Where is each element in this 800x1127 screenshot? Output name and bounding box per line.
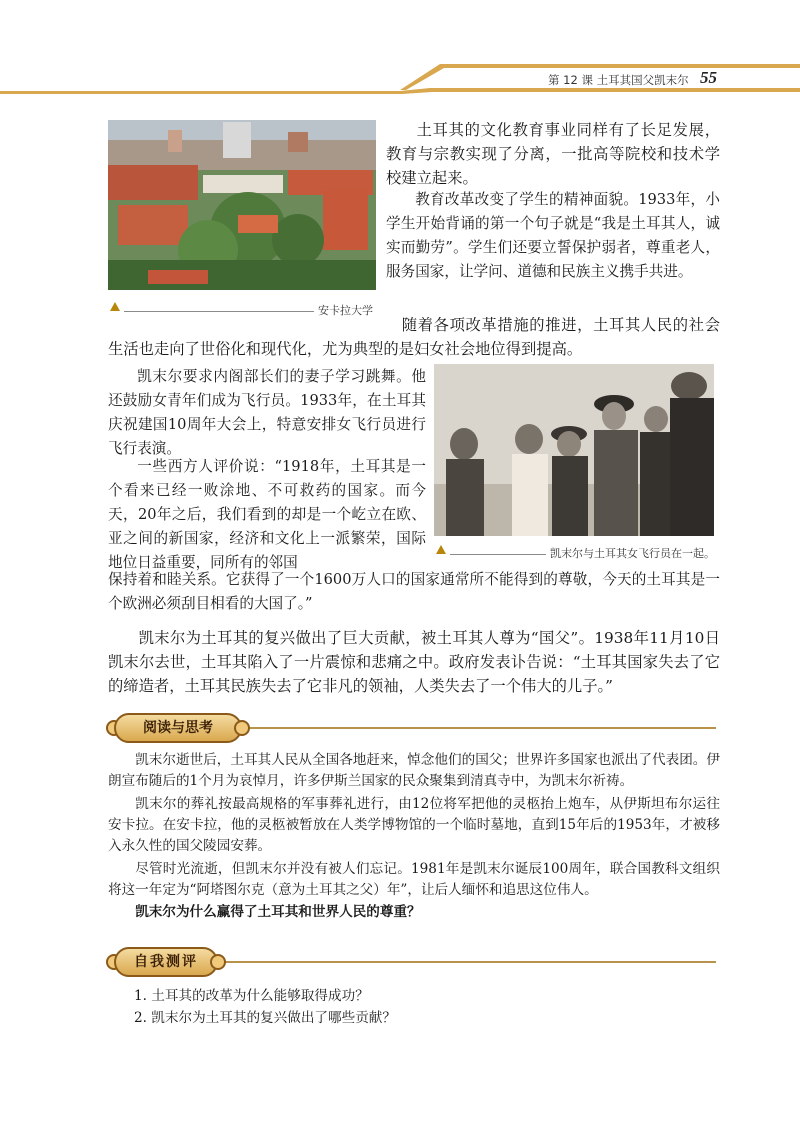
pilots-caption: 凯末尔与土耳其女飞行员在一起。 xyxy=(550,547,715,560)
reading-paragraph-2: 凯末尔的葬礼按最高规格的军事葬礼进行，由12位将军把他的灵柩抬上炮车，从伊斯坦布尔运往安卡拉。在安卡拉，他的灵柩被暂放在人类学博物馆的一个临时墓地，直到15年后的1953年，才被移入永久性的国父陵园安葬。 xyxy=(108,796,720,854)
reading-paragraph-3: 尽管时光流逝，但凯末尔并没有被人们忘记。1981年是凯末尔诞辰100周年，联合国教科文组织将这一年定为“阿塔图尔克（意为土耳其之父）年”，让后人缅怀和追思这位伟人。 xyxy=(108,861,720,898)
selftest-question-1: 1. 土耳其的改革为什么能够取得成功？ xyxy=(134,988,369,1004)
selftest-section-rule xyxy=(222,961,716,963)
badge-ornament-icon xyxy=(210,954,226,970)
university-caption: 安卡拉大学 xyxy=(318,304,373,317)
lesson-title: 第 12 课 土耳其国父凯末尔 xyxy=(548,73,689,87)
selftest-section-title: 自我测评 xyxy=(114,947,218,977)
university-photo xyxy=(108,120,376,290)
paragraph-women-pilots: 凯末尔要求内阁部长们的妻子学习跳舞。他还鼓励女青年们成为飞行员。1933年，在土耳其庆祝建国10周年大会上，特意安排女飞行员进行飞行表演。 xyxy=(108,368,426,457)
paragraph-western-view-cont: 保持着和睦关系。它获得了一个1600万人口的国家通常所不能得到的尊敬，今天的土耳其是一个欧洲必须刮目相看的大国了。” xyxy=(108,571,720,612)
reading-section-title: 阅读与思考 xyxy=(114,713,242,743)
caption-rule xyxy=(450,554,546,555)
caption-rule xyxy=(124,311,314,312)
reading-paragraph-1: 凯末尔逝世后，土耳其人民从全国各地赶来，悼念他们的国父；世界许多国家也派出了代表团。伊朗宣布随后的1个月为哀悼月，许多伊斯兰国家的民众聚集到清真寺中，为凯末尔祈祷。 xyxy=(108,752,720,789)
paragraph-father-of-nation: 凯末尔为土耳其的复兴做出了巨大贡献，被土耳其人尊为“国父”。1938年11月10日凯末尔去世，土耳其陷入了一片震惊和悲痛之中。政府发表讣告说：“土耳其国家失去了它的缔造者，土耳其民族失去了它非凡的领袖，人类失去了一个伟大的儿子。” xyxy=(108,629,720,695)
selftest-question-2: 2. 凯末尔为土耳其的复兴做出了哪些贡献？ xyxy=(134,1010,396,1026)
paragraph-social-life: 随着各项改革措施的推进，土耳其人民的社会生活也走向了世俗化和现代化，尤为典型的是妇女社会地位得到提高。 xyxy=(108,316,720,358)
caption-marker-icon xyxy=(110,302,120,311)
caption-marker-icon xyxy=(436,545,446,554)
paragraph-student-spirit: 教育改革改变了学生的精神面貌。1933年，小学生开始背诵的第一个句子就是“我是土耳其人，诚实而勤劳”。学生们还要立誓保护弱者，尊重老人，服务国家，让学问、道德和民族主义携手共进。 xyxy=(386,191,720,280)
page-number: 55 xyxy=(700,68,717,87)
paragraph-western-view: 一些西方人评价说：“1918年，土耳其是一个看来已经一败涂地、不可救药的国家。而今天，20年之后，我们看到的却是一个屹立在欧、亚之间的新国家，经济和文化上一派繁荣，国际地位日益重要，同所有的邻国 xyxy=(108,458,426,571)
pilots-photo xyxy=(434,364,714,536)
reading-question: 凯末尔为什么赢得了土耳其和世界人民的尊重？ xyxy=(135,904,421,920)
reading-section-rule xyxy=(248,727,716,729)
badge-ornament-icon xyxy=(234,720,250,736)
paragraph-education: 土耳其的文化教育事业同样有了长足发展，教育与宗教实现了分离，一批高等院校和技术学校建立起来。 xyxy=(386,121,720,187)
